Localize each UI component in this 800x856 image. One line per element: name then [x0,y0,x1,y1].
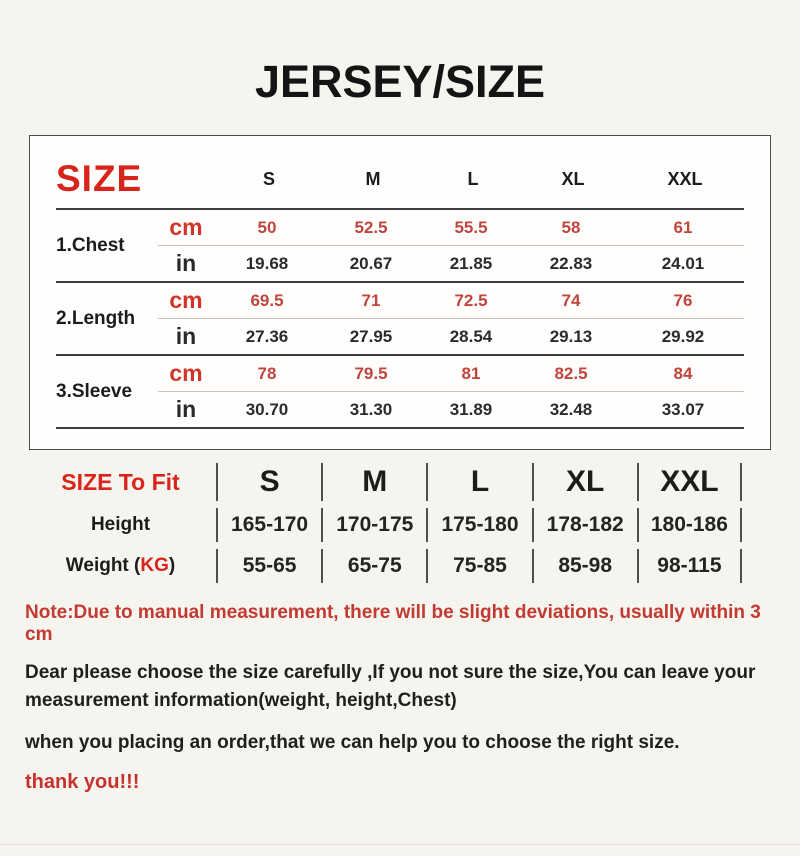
sleeve-label: 3.Sleeve [56,380,133,402]
table-cell: 69.5 [250,290,284,310]
table-cell: 72.5 [454,290,488,310]
divider [56,427,744,429]
chest-in-row [158,246,744,281]
fit-header-row [25,463,742,501]
advice-line-1: Dear please choose the size carefully ,If you not sure the size,You can leave your [25,662,756,683]
length-row-group [56,283,744,354]
fit-column-header-s: S [216,463,321,501]
fit-column-header-m: M [321,463,426,501]
table-cell: 30.70 [245,399,289,419]
size-chart-header-row [56,150,744,208]
table-cell: 180-186 [637,508,742,542]
table-cell: 31.89 [449,399,493,419]
size-chart-panel [29,135,771,450]
weight-label [25,549,216,583]
weight-label-prefix: Weight ( [65,555,141,576]
weight-unit: KG [140,555,169,576]
table-cell: 78 [257,363,277,383]
table-cell: 175-180 [426,508,531,542]
table-cell: 28.54 [449,326,493,346]
table-cell: 19.68 [245,253,289,273]
table-cell: 74 [561,290,581,310]
height-row [25,508,742,542]
column-header-xxl: XXL [667,168,703,189]
measurement-note: Note:Due to manual measurement, there will be slight deviations, usually within 3 cm [25,602,761,645]
table-cell: 79.5 [354,363,388,383]
table-cell: 58 [561,217,581,237]
advice-line-3: when you placing an order,that we can help you to choose the right size. [25,732,680,753]
weight-row [25,549,742,583]
sleeve-in-row [158,392,744,427]
table-cell: 76 [673,290,693,310]
table-cell: 170-175 [321,508,426,542]
advice-line-2: measurement information(weight, height,Chest) [25,690,457,711]
chest-row-group [56,210,744,281]
table-cell: 98-115 [637,549,742,583]
table-cell: 178-182 [532,508,637,542]
table-cell: 65-75 [321,549,426,583]
table-cell: 85-98 [532,549,637,583]
table-cell: 84 [673,363,693,383]
fit-corner-label: SIZE To Fit [61,468,180,495]
column-header-m: M [365,168,381,189]
table-cell: 24.01 [661,253,705,273]
in-unit-label: in [175,396,197,422]
table-cell: 21.85 [449,253,493,273]
table-cell: 20.67 [349,253,393,273]
table-cell: 22.83 [549,253,593,273]
column-header-s: S [262,168,275,189]
length-in-row [158,319,744,354]
fit-column-header-xxl: XXL [637,463,742,501]
size-to-fit-table [25,463,742,583]
weight-label-suffix: ) [168,555,176,576]
sleeve-cm-row [158,356,744,391]
length-cm-row [158,283,744,318]
table-cell: 61 [673,217,693,237]
table-cell: 27.36 [245,326,289,346]
table-cell: 33.07 [661,399,705,419]
chest-label: 1.Chest [56,234,125,256]
length-label: 2.Length [56,307,136,329]
cm-unit-label: cm [169,287,203,313]
thank-you-text: thank you!!! [25,771,140,793]
divider [0,844,800,845]
fit-column-header-l: L [426,463,531,501]
advice-paragraph [25,659,775,715]
column-header-l: L [467,168,479,189]
in-unit-label: in [175,323,197,349]
table-cell: 32.48 [549,399,593,419]
table-cell: 50 [257,217,277,237]
cm-unit-label: cm [169,360,203,386]
page-title: JERSEY/SIZE [254,56,546,107]
in-unit-label: in [175,250,197,276]
table-cell: 52.5 [354,217,388,237]
table-cell: 81 [461,363,481,383]
table-cell: 165-170 [216,508,321,542]
cm-unit-label: cm [169,214,203,240]
table-cell: 55-65 [216,549,321,583]
table-cell: 75-85 [426,549,531,583]
notes-section [25,602,775,794]
size-corner-label: SIZE [56,158,143,199]
chest-cm-row [158,210,744,245]
table-cell: 82.5 [554,363,588,383]
column-header-xl: XL [561,168,585,189]
table-cell: 27.95 [349,326,393,346]
height-label: Height [90,514,151,535]
table-cell: 55.5 [454,217,488,237]
table-cell: 31.30 [349,399,393,419]
table-cell: 71 [361,290,381,310]
table-cell: 29.13 [549,326,593,346]
table-cell: 29.92 [661,326,705,346]
fit-column-header-xl: XL [532,463,637,501]
sleeve-row-group [56,356,744,427]
